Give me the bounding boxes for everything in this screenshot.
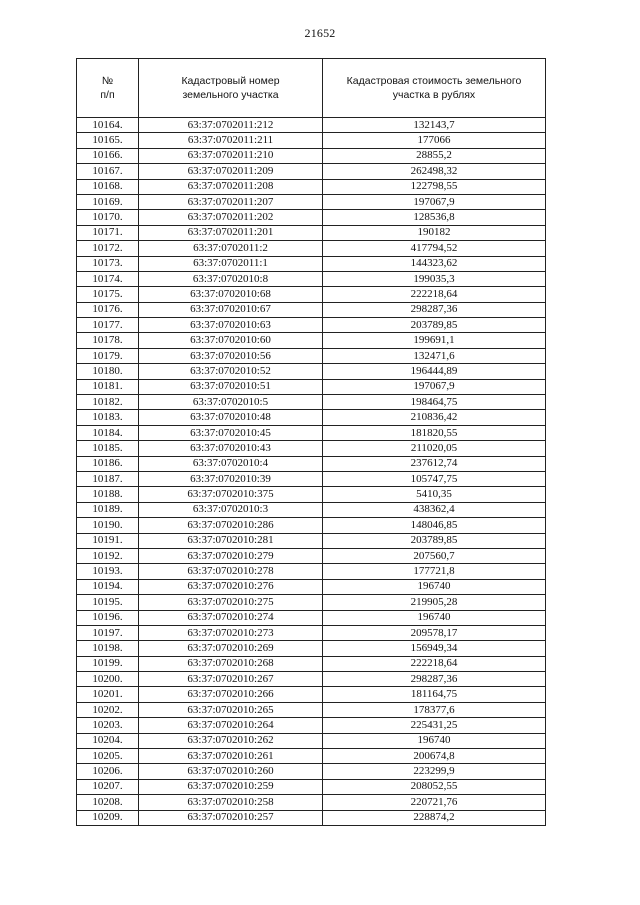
cadastral-number: 63:37:0702010:269 bbox=[139, 641, 323, 656]
cadastral-number: 63:37:0702010:267 bbox=[139, 672, 323, 687]
table-row bbox=[77, 533, 546, 548]
cadastral-value: 197067,9 bbox=[323, 194, 546, 209]
cadastral-number: 63:37:0702010:266 bbox=[139, 687, 323, 702]
table-row bbox=[77, 764, 546, 779]
row-number: 10185. bbox=[77, 441, 139, 456]
cadastral-value: 203789,85 bbox=[323, 318, 546, 333]
row-number: 10191. bbox=[77, 533, 139, 548]
cadastral-number: 63:37:0702010:48 bbox=[139, 410, 323, 425]
cadastral-value: 220721,76 bbox=[323, 795, 546, 810]
row-number: 10173. bbox=[77, 256, 139, 271]
table-row bbox=[77, 625, 546, 640]
cadastral-value: 144323,62 bbox=[323, 256, 546, 271]
row-number: 10172. bbox=[77, 241, 139, 256]
cadastral-value: 196740 bbox=[323, 733, 546, 748]
cadastral-number: 63:37:0702010:63 bbox=[139, 318, 323, 333]
cadastral-number: 63:37:0702011:210 bbox=[139, 148, 323, 163]
cadastral-value: 298287,36 bbox=[323, 672, 546, 687]
row-number: 10168. bbox=[77, 179, 139, 194]
cadastral-number: 63:37:0702011:201 bbox=[139, 225, 323, 240]
table-row bbox=[77, 118, 546, 133]
table-row bbox=[77, 518, 546, 533]
cadastral-number: 63:37:0702011:202 bbox=[139, 210, 323, 225]
header-row bbox=[77, 59, 546, 118]
row-number: 10166. bbox=[77, 148, 139, 163]
cadastral-value: 262498,32 bbox=[323, 164, 546, 179]
cadastral-number: 63:37:0702011:207 bbox=[139, 194, 323, 209]
cadastral-value: 128536,8 bbox=[323, 210, 546, 225]
cadastral-value: 132143,7 bbox=[323, 118, 546, 133]
cadastral-value: 181820,55 bbox=[323, 425, 546, 440]
cadastral-number: 63:37:0702010:52 bbox=[139, 364, 323, 379]
row-number: 10195. bbox=[77, 595, 139, 610]
row-number: 10194. bbox=[77, 579, 139, 594]
cadastral-value: 200674,8 bbox=[323, 749, 546, 764]
row-number: 10207. bbox=[77, 779, 139, 794]
cadastral-value: 210836,42 bbox=[323, 410, 546, 425]
cadastral-value: 105747,75 bbox=[323, 471, 546, 486]
row-number: 10169. bbox=[77, 194, 139, 209]
row-number: 10181. bbox=[77, 379, 139, 394]
cadastral-value: 122798,55 bbox=[323, 179, 546, 194]
cadastral-value: 438362,4 bbox=[323, 502, 546, 517]
row-number: 10193. bbox=[77, 564, 139, 579]
cadastral-value: 417794,52 bbox=[323, 241, 546, 256]
cadastral-number: 63:37:0702010:39 bbox=[139, 471, 323, 486]
cadastral-value: 222218,64 bbox=[323, 287, 546, 302]
cadastral-value: 5410,35 bbox=[323, 487, 546, 502]
cadastral-value: 203789,85 bbox=[323, 533, 546, 548]
cadastral-value: 211020,05 bbox=[323, 441, 546, 456]
row-number: 10201. bbox=[77, 687, 139, 702]
table-row bbox=[77, 672, 546, 687]
cadastral-value: 197067,9 bbox=[323, 379, 546, 394]
cadastral-number: 63:37:0702010:261 bbox=[139, 749, 323, 764]
cadastral-number: 63:37:0702011:209 bbox=[139, 164, 323, 179]
cadastral-number: 63:37:0702010:259 bbox=[139, 779, 323, 794]
row-number: 10188. bbox=[77, 487, 139, 502]
cadastral-number: 63:37:0702010:60 bbox=[139, 333, 323, 348]
cadastral-number: 63:37:0702010:265 bbox=[139, 702, 323, 717]
header-cadastral-number-line-1: Кадастровый номер bbox=[181, 75, 280, 87]
page-number: 21652 bbox=[304, 26, 336, 40]
table-row bbox=[77, 133, 546, 148]
cadastral-value: 196444,89 bbox=[323, 364, 546, 379]
table-row bbox=[77, 779, 546, 794]
row-number: 10174. bbox=[77, 271, 139, 286]
cadastral-number: 63:37:0702010:257 bbox=[139, 810, 323, 825]
table-row bbox=[77, 395, 546, 410]
header-number-line-1: № bbox=[101, 75, 114, 87]
table-row bbox=[77, 287, 546, 302]
table-row bbox=[77, 333, 546, 348]
table-row bbox=[77, 179, 546, 194]
cadastral-value: 196740 bbox=[323, 579, 546, 594]
table-row bbox=[77, 318, 546, 333]
cadastral-number: 63:37:0702010:3 bbox=[139, 502, 323, 517]
row-number: 10202. bbox=[77, 702, 139, 717]
cadastral-value: 181164,75 bbox=[323, 687, 546, 702]
cadastral-number: 63:37:0702010:286 bbox=[139, 518, 323, 533]
cadastral-value: 219905,28 bbox=[323, 595, 546, 610]
row-number: 10179. bbox=[77, 348, 139, 363]
table-row bbox=[77, 302, 546, 317]
row-number: 10170. bbox=[77, 210, 139, 225]
table-row bbox=[77, 610, 546, 625]
row-number: 10192. bbox=[77, 548, 139, 563]
cadastral-number: 63:37:0702011:211 bbox=[139, 133, 323, 148]
table-header bbox=[77, 59, 546, 118]
cadastral-number: 63:37:0702010:274 bbox=[139, 610, 323, 625]
row-number: 10186. bbox=[77, 456, 139, 471]
cadastral-number: 63:37:0702010:281 bbox=[139, 533, 323, 548]
cadastral-value: 177066 bbox=[323, 133, 546, 148]
cadastral-number: 63:37:0702010:268 bbox=[139, 656, 323, 671]
header-cadastral-number-line-2: земельного участка bbox=[182, 89, 279, 101]
table-row bbox=[77, 795, 546, 810]
row-number: 10178. bbox=[77, 333, 139, 348]
table-row bbox=[77, 148, 546, 163]
table-row bbox=[77, 564, 546, 579]
table-row bbox=[77, 595, 546, 610]
cadastral-number: 63:37:0702010:68 bbox=[139, 287, 323, 302]
table-row bbox=[77, 379, 546, 394]
table-row bbox=[77, 425, 546, 440]
row-number: 10203. bbox=[77, 718, 139, 733]
table-row bbox=[77, 487, 546, 502]
table-row bbox=[77, 348, 546, 363]
row-number: 10196. bbox=[77, 610, 139, 625]
cadastral-value: 209578,17 bbox=[323, 625, 546, 640]
row-number: 10177. bbox=[77, 318, 139, 333]
cadastral-value: 132471,6 bbox=[323, 348, 546, 363]
cadastral-value: 177721,8 bbox=[323, 564, 546, 579]
table-row bbox=[77, 441, 546, 456]
table-row bbox=[77, 548, 546, 563]
table-row bbox=[77, 749, 546, 764]
row-number: 10198. bbox=[77, 641, 139, 656]
cadastral-table bbox=[76, 58, 546, 826]
cadastral-number: 63:37:0702010:275 bbox=[139, 595, 323, 610]
row-number: 10183. bbox=[77, 410, 139, 425]
cadastral-number: 63:37:0702010:260 bbox=[139, 764, 323, 779]
cadastral-value: 207560,7 bbox=[323, 548, 546, 563]
cadastral-value: 190182 bbox=[323, 225, 546, 240]
cadastral-value: 178377,6 bbox=[323, 702, 546, 717]
row-number: 10206. bbox=[77, 764, 139, 779]
table-row bbox=[77, 225, 546, 240]
table-row bbox=[77, 164, 546, 179]
cadastral-number: 63:37:0702010:279 bbox=[139, 548, 323, 563]
cadastral-number: 63:37:0702010:276 bbox=[139, 579, 323, 594]
row-number: 10200. bbox=[77, 672, 139, 687]
cadastral-value: 222218,64 bbox=[323, 656, 546, 671]
cadastral-number: 63:37:0702010:51 bbox=[139, 379, 323, 394]
cadastral-value: 237612,74 bbox=[323, 456, 546, 471]
row-number: 10167. bbox=[77, 164, 139, 179]
cadastral-number: 63:37:0702010:258 bbox=[139, 795, 323, 810]
row-number: 10189. bbox=[77, 502, 139, 517]
cadastral-number: 63:37:0702011:212 bbox=[139, 118, 323, 133]
table-row bbox=[77, 271, 546, 286]
cadastral-number: 63:37:0702010:4 bbox=[139, 456, 323, 471]
table-row bbox=[77, 579, 546, 594]
row-number: 10176. bbox=[77, 302, 139, 317]
cadastral-value: 225431,25 bbox=[323, 718, 546, 733]
row-number: 10209. bbox=[77, 810, 139, 825]
row-number: 10205. bbox=[77, 749, 139, 764]
table-row bbox=[77, 410, 546, 425]
table-row bbox=[77, 471, 546, 486]
cadastral-value: 198464,75 bbox=[323, 395, 546, 410]
cadastral-number: 63:37:0702010:8 bbox=[139, 271, 323, 286]
table-row bbox=[77, 210, 546, 225]
cadastral-value: 199035,3 bbox=[323, 271, 546, 286]
cadastral-number: 63:37:0702011:208 bbox=[139, 179, 323, 194]
table-row bbox=[77, 364, 546, 379]
header-number-line-2: п/п bbox=[100, 89, 115, 101]
cadastral-number: 63:37:0702010:264 bbox=[139, 718, 323, 733]
header-number bbox=[77, 59, 139, 118]
table-row bbox=[77, 256, 546, 271]
cadastral-number: 63:37:0702010:56 bbox=[139, 348, 323, 363]
cadastral-value: 223299,9 bbox=[323, 764, 546, 779]
cadastral-number: 63:37:0702011:2 bbox=[139, 241, 323, 256]
row-number: 10197. bbox=[77, 625, 139, 640]
cadastral-number: 63:37:0702010:45 bbox=[139, 425, 323, 440]
table-row bbox=[77, 194, 546, 209]
table-row bbox=[77, 641, 546, 656]
row-number: 10171. bbox=[77, 225, 139, 240]
header-cadastral-value-line-1: Кадастровая стоимость земельного bbox=[346, 75, 522, 87]
table-row bbox=[77, 702, 546, 717]
cadastral-value: 28855,2 bbox=[323, 148, 546, 163]
table-body bbox=[77, 118, 546, 826]
cadastral-value: 208052,55 bbox=[323, 779, 546, 794]
cadastral-number: 63:37:0702010:43 bbox=[139, 441, 323, 456]
table-row bbox=[77, 733, 546, 748]
cadastral-number: 63:37:0702010:278 bbox=[139, 564, 323, 579]
row-number: 10184. bbox=[77, 425, 139, 440]
cadastral-number: 63:37:0702010:67 bbox=[139, 302, 323, 317]
cadastral-value: 298287,36 bbox=[323, 302, 546, 317]
table-row bbox=[77, 502, 546, 517]
table-row bbox=[77, 241, 546, 256]
cadastral-value: 196740 bbox=[323, 610, 546, 625]
table-row bbox=[77, 718, 546, 733]
row-number: 10164. bbox=[77, 118, 139, 133]
row-number: 10182. bbox=[77, 395, 139, 410]
row-number: 10165. bbox=[77, 133, 139, 148]
cadastral-value: 156949,34 bbox=[323, 641, 546, 656]
row-number: 10199. bbox=[77, 656, 139, 671]
row-number: 10208. bbox=[77, 795, 139, 810]
header-cadastral-value-line-2: участка в рублях bbox=[392, 89, 476, 101]
cadastral-value: 228874,2 bbox=[323, 810, 546, 825]
cadastral-number: 63:37:0702010:5 bbox=[139, 395, 323, 410]
table-row bbox=[77, 810, 546, 825]
row-number: 10204. bbox=[77, 733, 139, 748]
cadastral-number: 63:37:0702011:1 bbox=[139, 256, 323, 271]
table-row bbox=[77, 687, 546, 702]
cadastral-value: 148046,85 bbox=[323, 518, 546, 533]
row-number: 10180. bbox=[77, 364, 139, 379]
cadastral-number: 63:37:0702010:375 bbox=[139, 487, 323, 502]
cadastral-value: 199691,1 bbox=[323, 333, 546, 348]
cadastral-number: 63:37:0702010:273 bbox=[139, 625, 323, 640]
header-cadastral-number bbox=[139, 59, 323, 118]
row-number: 10175. bbox=[77, 287, 139, 302]
row-number: 10190. bbox=[77, 518, 139, 533]
row-number: 10187. bbox=[77, 471, 139, 486]
cadastral-number: 63:37:0702010:262 bbox=[139, 733, 323, 748]
table-row bbox=[77, 456, 546, 471]
table-row bbox=[77, 656, 546, 671]
header-cadastral-value bbox=[323, 59, 546, 118]
